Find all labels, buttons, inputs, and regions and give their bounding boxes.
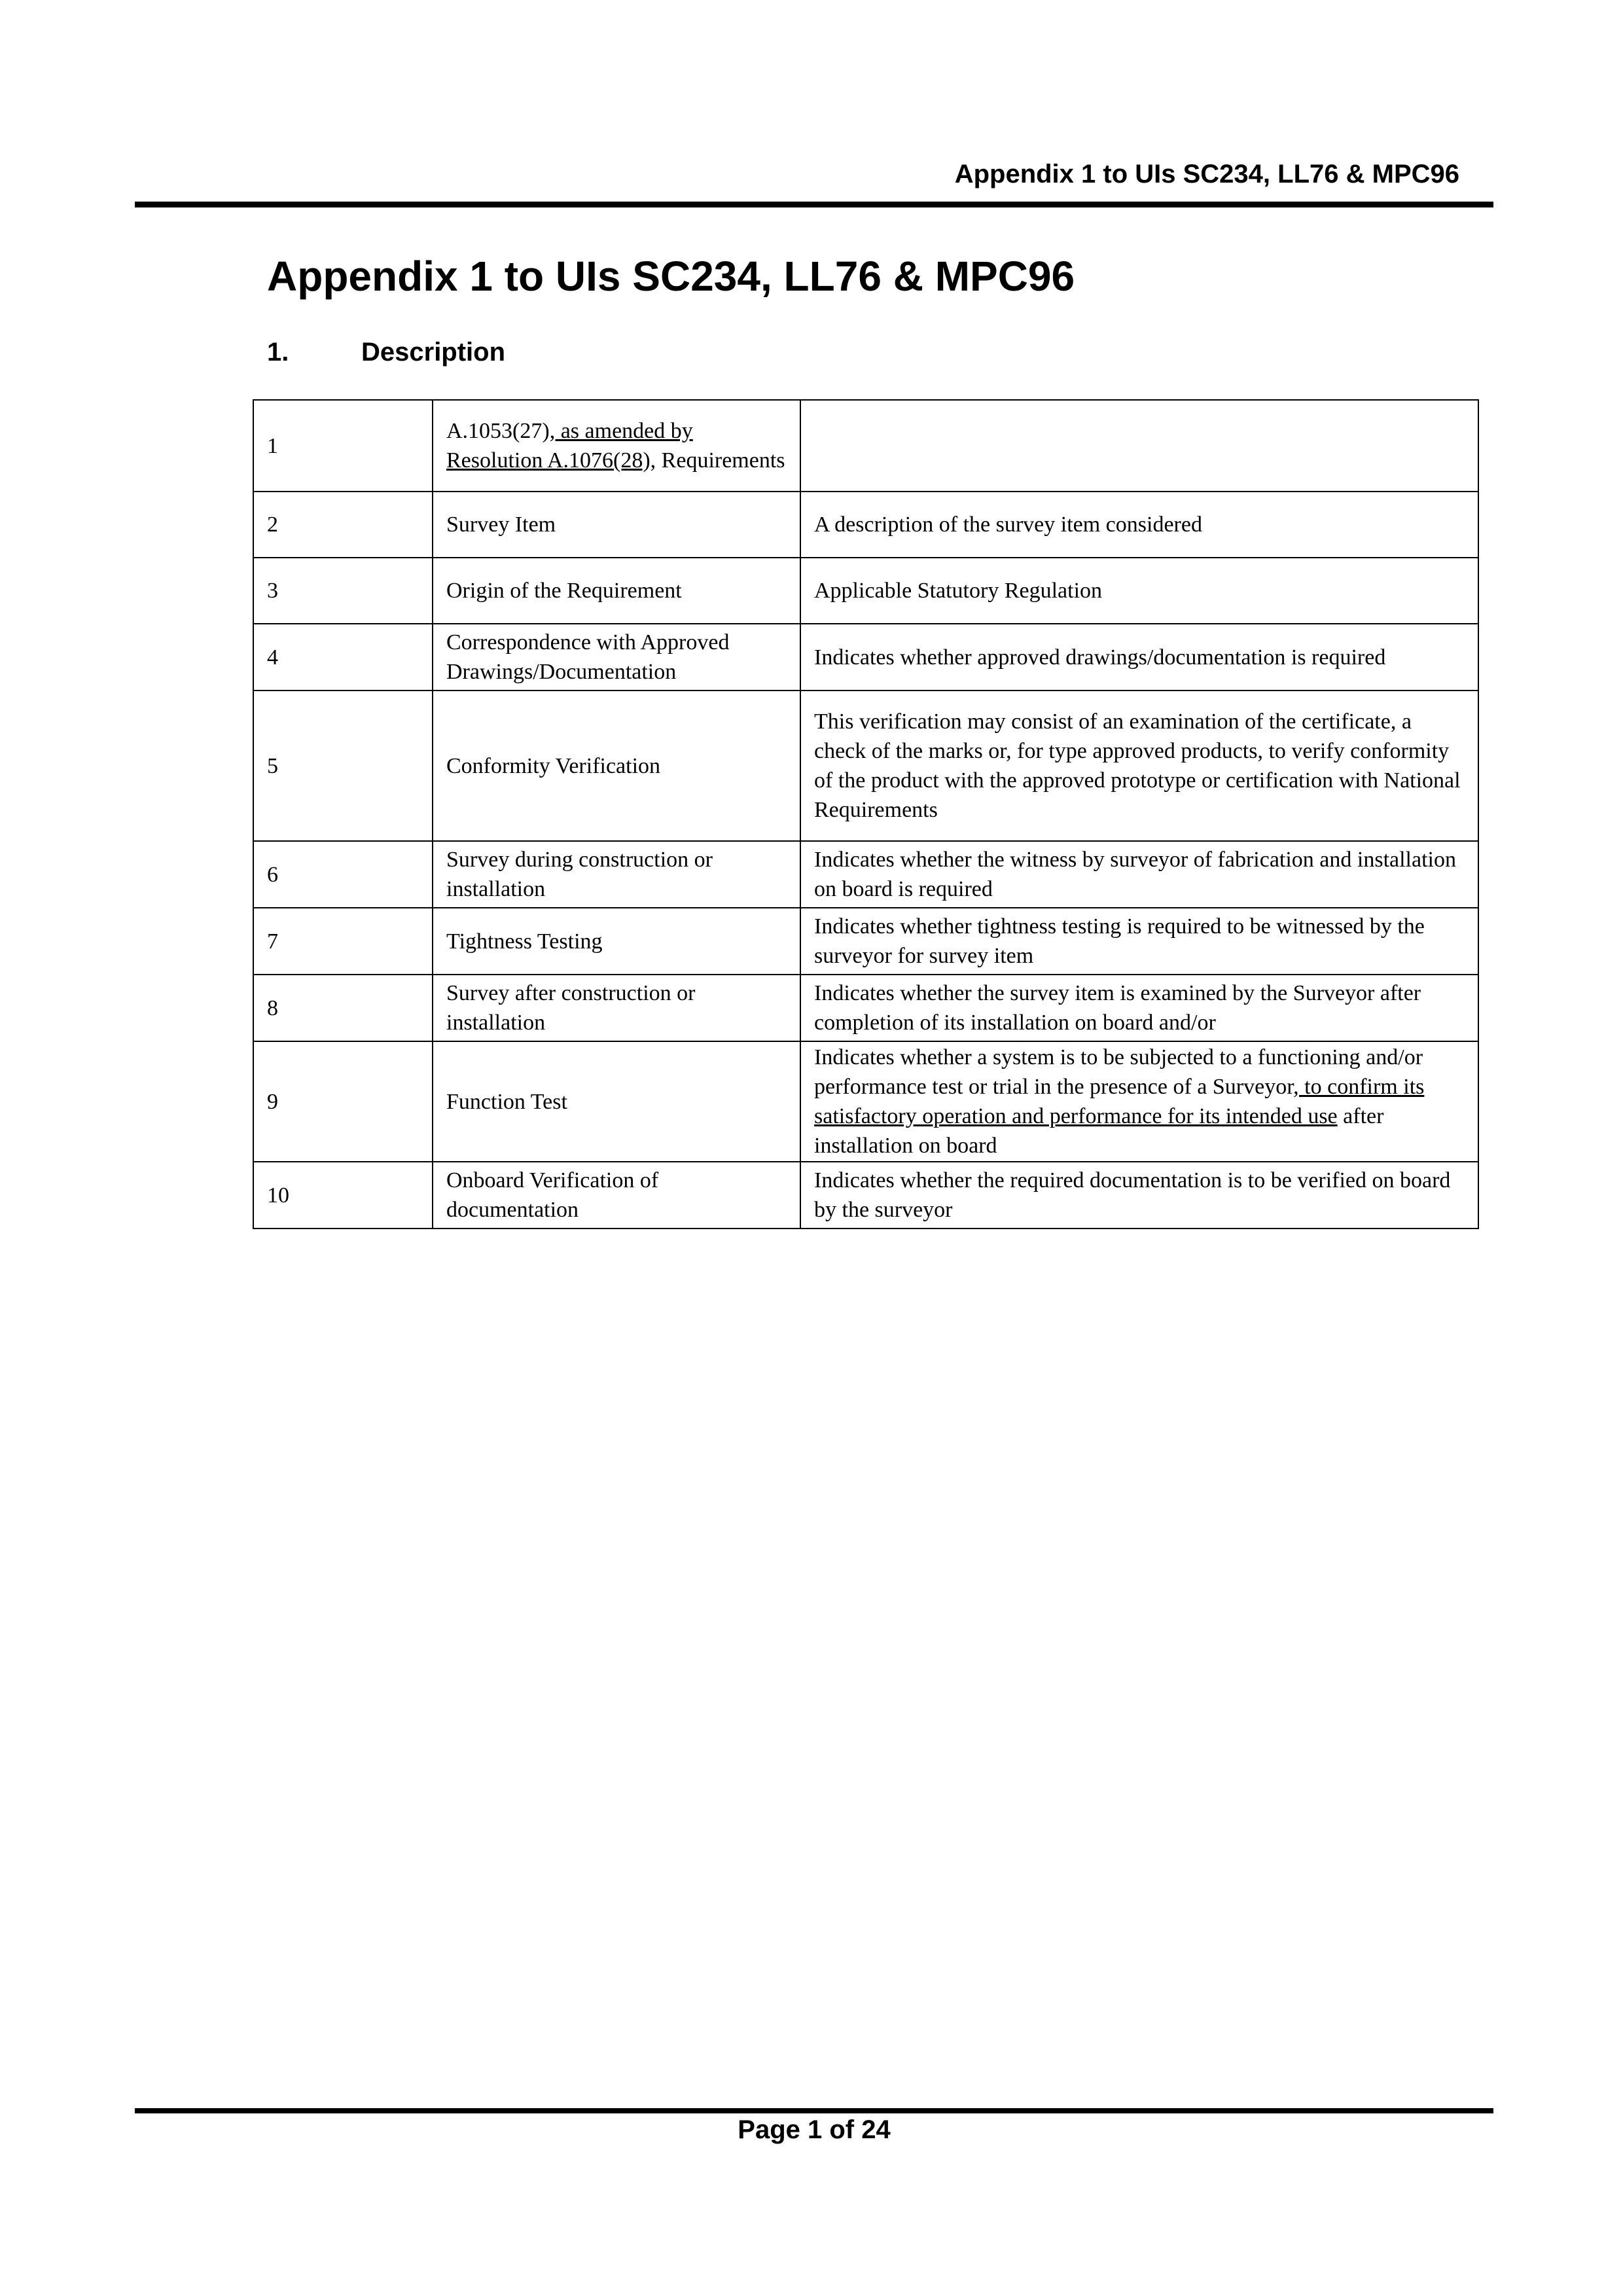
survey-item-cell: Correspondence with Approved Drawings/Documentation [433, 624, 800, 691]
table-row [253, 1162, 1478, 1229]
row-number-cell: 7 [253, 908, 433, 975]
item-text: Requirements [656, 448, 785, 473]
row-number-cell: 10 [253, 1162, 433, 1229]
table-row [253, 691, 1478, 841]
row-number-cell: 5 [253, 691, 433, 841]
table-row [253, 400, 1478, 492]
item-text: A.1053(27) [446, 419, 550, 443]
header-rule [135, 202, 1493, 207]
section-title: Description [361, 338, 506, 367]
survey-item-cell: Origin of the Requirement [433, 558, 800, 624]
table-row [253, 841, 1478, 908]
description-cell [800, 1041, 1478, 1162]
survey-item-cell: Survey during construction or installation [433, 841, 800, 908]
page-number: Page 1 of 24 [738, 2115, 891, 2144]
description-cell: Indicates whether the survey item is examined by the Surveyor after completion of its installation on board and/or [800, 975, 1478, 1041]
description-cell: A description of the survey item considered [800, 492, 1478, 558]
survey-item-cell [433, 400, 800, 492]
running-header: Appendix 1 to UIs SC234, LL76 & MPC96 [954, 160, 1459, 188]
description-cell: Indicates whether the required documentation is to be verified on board by the surveyor [800, 1162, 1478, 1229]
description-table [253, 399, 1479, 1229]
row-number-cell: 4 [253, 624, 433, 691]
survey-item-cell: Survey after construction or installation [433, 975, 800, 1041]
description-cell: Indicates whether approved drawings/documentation is required [800, 624, 1478, 691]
description-text: Indicates whether a system is to be subjected to a functioning and/or performance test or trial in the presence of a Surveyor [814, 1045, 1423, 1099]
amendment-text: , as amended by Resolution A.1076(28), [446, 419, 693, 473]
section-number: 1. [267, 338, 289, 367]
survey-item-cell: Conformity Verification [433, 691, 800, 841]
survey-item-cell: Onboard Verification of documentation [433, 1162, 800, 1229]
row-number-cell: 1 [253, 400, 433, 492]
survey-item-cell: Tightness Testing [433, 908, 800, 975]
amendment-text: , to confirm its satisfactory operation and performance for its intended use [814, 1075, 1425, 1128]
table-row [253, 975, 1478, 1041]
description-cell: Indicates whether tightness testing is required to be witnessed by the surveyor for survey item [800, 908, 1478, 975]
section-heading [267, 332, 505, 372]
table-row [253, 492, 1478, 558]
table-row [253, 558, 1478, 624]
description-cell [800, 400, 1478, 492]
survey-item-cell: Function Test [433, 1041, 800, 1162]
table-row [253, 624, 1478, 691]
document-title: Appendix 1 to UIs SC234, LL76 & MPC96 [267, 253, 1075, 300]
description-text: after installation on board [814, 1104, 1384, 1158]
description-cell: This verification may consist of an examination of the certificate, a check of the marks or, for type approved products, to verify conformity of the product with the approved prototype or certification with National Requirements [800, 691, 1478, 841]
survey-item-cell: Survey Item [433, 492, 800, 558]
row-number-cell: 3 [253, 558, 433, 624]
row-number-cell: 8 [253, 975, 433, 1041]
table-row [253, 1041, 1478, 1162]
description-cell: Indicates whether the witness by surveyor of fabrication and installation on board is required [800, 841, 1478, 908]
description-cell: Applicable Statutory Regulation [800, 558, 1478, 624]
table-row [253, 908, 1478, 975]
row-number-cell: 9 [253, 1041, 433, 1162]
row-number-cell: 6 [253, 841, 433, 908]
row-number-cell: 2 [253, 492, 433, 558]
